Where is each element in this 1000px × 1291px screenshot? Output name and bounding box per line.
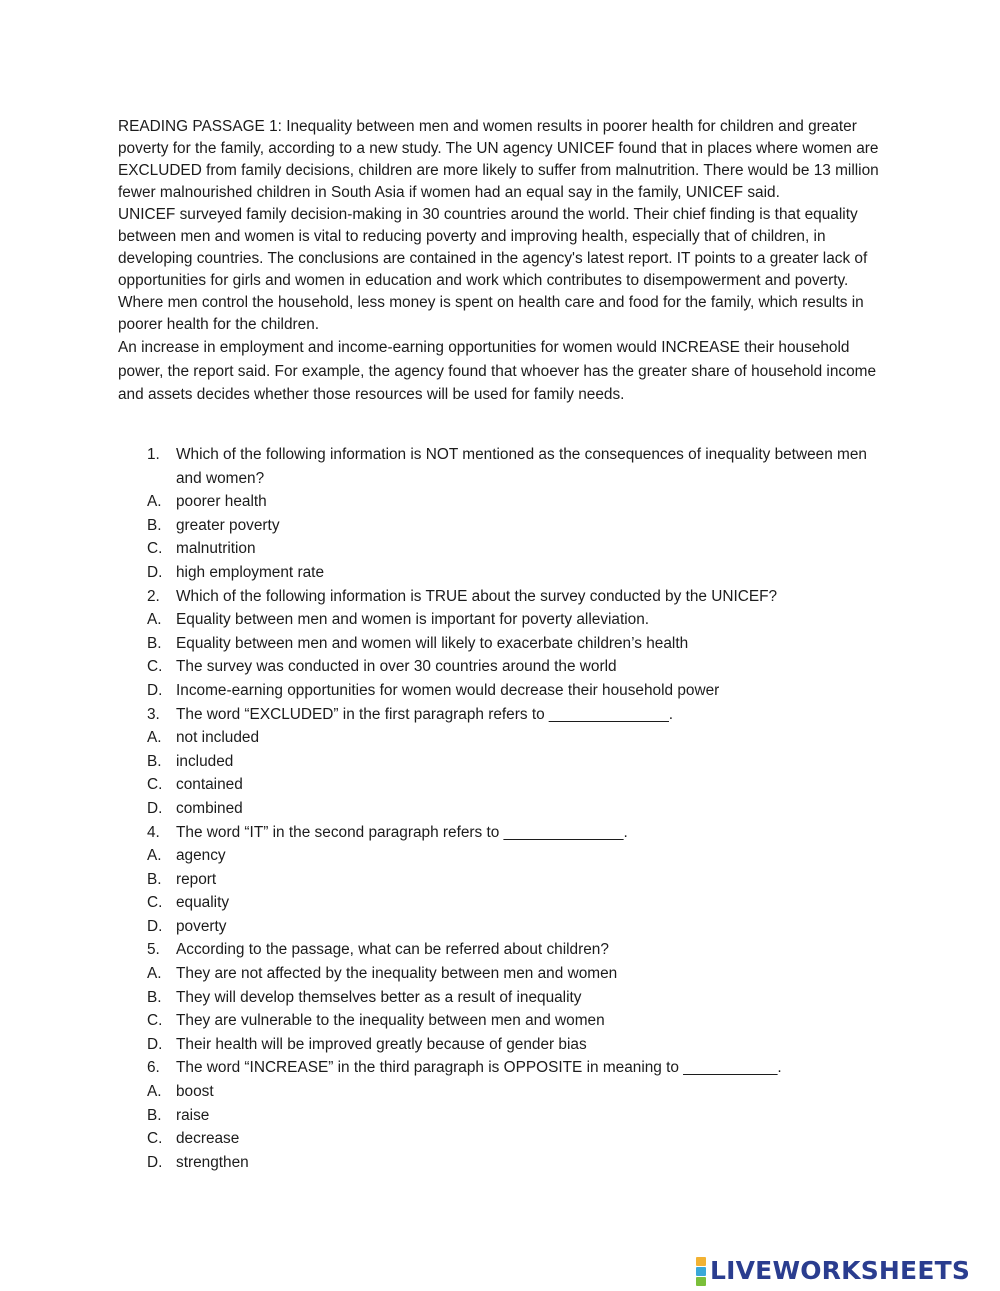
question-1 [0,443,1000,490]
liveworksheets-logo [696,1255,970,1287]
option-letter: B. [147,634,162,652]
q6-option-a[interactable] [0,1080,1000,1104]
option-letter: A. [147,611,162,629]
option-letter: D. [147,1035,163,1053]
option-text: greater poverty [176,516,280,534]
option-text: The survey was conducted in over 30 countries around the world [176,658,617,676]
q5-option-c[interactable] [0,1009,1000,1033]
option-letter: C. [147,658,163,676]
option-text: strengthen [176,1153,249,1171]
question-3 [0,703,1000,727]
question-number: 6. [147,1059,160,1077]
option-letter: B. [147,752,162,770]
question-4 [0,821,1000,845]
passage-paragraph-2: UNICEF surveyed family decision-making in 30 countries around the world. Their chief finding is that equality between men and women is vital to reducing poverty and improving health, especially that of children, in developing countries. The conclusions are contained in the agency's latest report. IT points to a greater lack of opportunities for girls and women in education and work which contributes to disempowerment and poverty. Where men control the household, less money is spent on health care and food for the family, which results in poorer health for the children. [118,206,868,333]
q4-option-c[interactable] [0,891,1000,915]
q5-option-a[interactable] [0,962,1000,986]
q3-option-b[interactable] [0,750,1000,774]
q4-option-b[interactable] [0,868,1000,892]
q3-option-a[interactable] [0,726,1000,750]
option-letter: B. [147,870,162,888]
q4-option-a[interactable] [0,844,1000,868]
question-text: The word “INCREASE” in the third paragraph is OPPOSITE in meaning to ___________. [176,1059,782,1077]
option-letter: D. [147,1153,163,1171]
option-text: Equality between men and women will likely to exacerbate children’s health [176,634,689,652]
question-number: 3. [147,705,160,723]
logo-block-v [696,1267,706,1276]
question-list [0,443,1000,1174]
q4-option-d[interactable] [0,915,1000,939]
question-number: 1. [147,446,160,463]
q3-option-c[interactable] [0,773,1000,797]
q6-option-d[interactable] [0,1151,1000,1175]
q1-option-b[interactable] [0,514,1000,538]
option-text: contained [176,776,243,794]
option-letter: D. [147,917,163,935]
option-text: poverty [176,917,227,935]
option-letter: D. [147,681,163,699]
q5-option-d[interactable] [0,1033,1000,1057]
option-text: poorer health [176,493,267,511]
question-text: The word “EXCLUDED” in the first paragraph refers to ______________. [176,705,674,723]
question-5 [0,938,1000,962]
q1-option-d[interactable] [0,561,1000,585]
option-letter: C. [147,1130,163,1148]
option-letter: B. [147,516,162,534]
option-letter: C. [147,894,163,912]
option-text: malnutrition [176,540,256,558]
option-letter: C. [147,776,163,794]
option-letter: A. [147,965,162,983]
option-letter: D. [147,799,163,817]
q5-option-b[interactable] [0,986,1000,1010]
logo-block-l [696,1257,706,1266]
option-letter: C. [147,540,163,558]
question-number: 2. [147,587,160,605]
option-letter: D. [147,563,163,581]
option-letter: B. [147,1106,162,1124]
option-letter: A. [147,1083,162,1101]
option-text: report [176,870,217,888]
brand-text: LIVEWORKSHEETS [710,1256,971,1285]
option-text: decrease [176,1130,240,1148]
passage-paragraph-1: READING PASSAGE 1: Inequality between men and women results in poorer health for children and greater poverty for the family, according to a new study. The UN agency UNICEF found that in places where women are EXCLUDED from family decisions, children are more likely to suffer from malnutrition. There would be 13 million fewer malnourished children in South Asia if women had an equal say in the family, UNICEF said. [118,118,879,201]
q2-option-a[interactable] [0,608,1000,632]
option-text: combined [176,799,243,817]
option-text: boost [176,1083,214,1101]
question-2 [0,585,1000,609]
reading-passage [118,116,888,407]
option-letter: A. [147,493,162,511]
passage-paragraph-3: An increase in employment and income-earning opportunities for women would INCREASE their household power, the report said. For example, the agency found that whoever has the greater share of household income and assets decides whether those resources will be used for family needs. [118,339,877,403]
option-letter: B. [147,988,162,1006]
option-text: agency [176,847,226,865]
q2-option-c[interactable] [0,655,1000,679]
option-text: Their health will be improved greatly because of gender bias [176,1035,587,1053]
logo-block-e [696,1277,706,1286]
option-text: They are vulnerable to the inequality between men and women [176,1012,605,1030]
q1-option-c[interactable] [0,537,1000,561]
option-text: high employment rate [176,563,324,581]
option-text: raise [176,1106,210,1124]
option-letter: A. [147,847,162,865]
q6-option-b[interactable] [0,1104,1000,1128]
liveworksheets-logo-icon [696,1257,706,1286]
question-number: 5. [147,941,160,959]
question-number: 4. [147,823,160,841]
q6-option-c[interactable] [0,1127,1000,1151]
option-text: equality [176,894,230,912]
option-text: They are not affected by the inequality between men and women [176,965,618,983]
option-text: They will develop themselves better as a result of inequality [176,988,582,1006]
question-text: According to the passage, what can be referred about children? [176,941,609,959]
q1-option-a[interactable] [0,490,1000,514]
option-text: included [176,752,234,770]
question-text: Which of the following information is TRUE about the survey conducted by the UNICEF? [176,587,778,605]
q3-option-d[interactable] [0,797,1000,821]
option-text: Income-earning opportunities for women would decrease their household power [176,681,720,699]
q2-option-d[interactable] [0,679,1000,703]
option-text: Equality between men and women is important for poverty alleviation. [176,611,650,629]
question-text: Which of the following information is NOT mentioned as the consequences of inequality between men and women? [176,446,867,487]
question-6 [0,1056,1000,1080]
option-text: not included [176,729,260,747]
question-text: The word “IT” in the second paragraph refers to ______________. [176,823,628,841]
option-letter: C. [147,1012,163,1030]
q2-option-b[interactable] [0,632,1000,656]
option-letter: A. [147,729,162,747]
